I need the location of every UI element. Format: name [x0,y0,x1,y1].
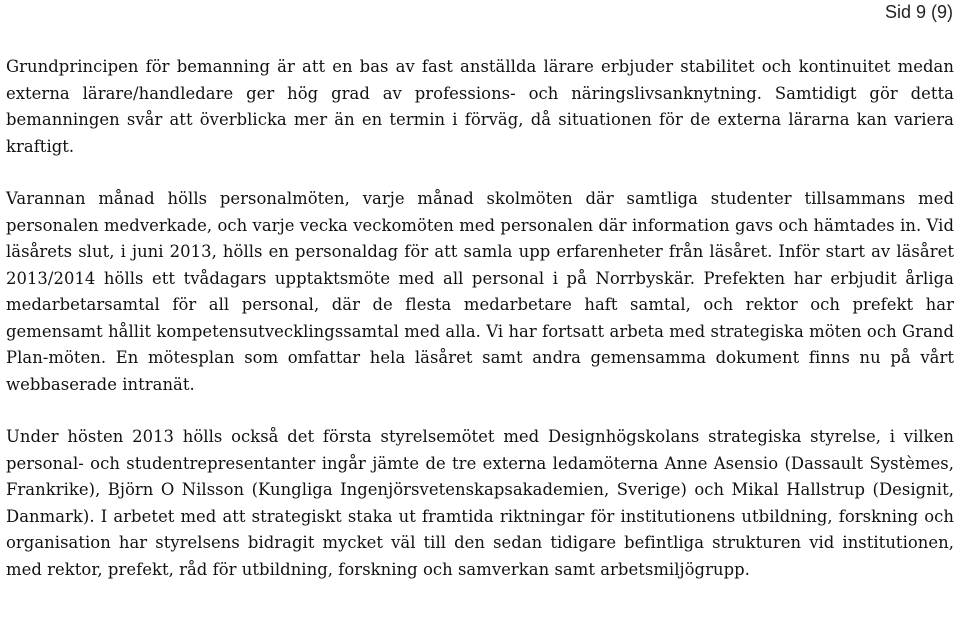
paragraph-strategic-board: Under hösten 2013 hölls också det första styrelsemötet med Designhögskolans strategiska styrelse, i vilken personal- och studentrepresentanter ingår jämte de tre externa ledamöterna Anne Asensio (Dassault Systèmes, Frankrike), Björn O Nilsson (Kungliga Ingenjörsvetenskapsakademien, Sverige) och Mikal Hallstrup (Designit, Danmark). I arbetet med att strategiskt staka ut framtida riktningar för institutionens utbildning, forskning och organisation har styrelsens bidragit mycket väl till den sedan tidigare befintliga strukturen vid institutionen, med rektor, prefekt, råd för utbildning, forskning och samverkan samt arbetsmiljögrupp. [6,427,954,579]
document-body [6,54,954,583]
paragraph-staffing-principle: Grundprincipen för bemanning är att en bas av fast anställda lärare erbjuder stabilitet och kontinuitet medan externa lärare/handledare ger hög grad av professions- och näringslivsanknytning. Samtidigt gör detta bemanningen svår att överblicka mer än en termin i förväg, då situationen för de externa lärarna kan variera kraftigt. [6,57,954,156]
page-number: Sid 9 (9) [884,2,953,22]
paragraph-staff-meetings: Varannan månad hölls personalmöten, varje månad skolmöten där samtliga studenter tillsammans med personalen medverkade, och varje vecka veckomöten med personalen där information gavs och hämtades in. Vid läsårets slut, i juni 2013, hölls en personaldag för att samla upp erfarenheter från läsåret. Inför start av läsåret 2013/2014 hölls ett tvådagars upptaktsmöte med all personal i på Norrbyskär. Prefekten har erbjudit årliga medarbetarsamtal för all personal, där de flesta medarbetare haft samtal, och rektor och prefekt har gemensamt hållit kompetensutvecklingssamtal med alla. Vi har fortsatt arbeta med strategiska möten och Grand Plan-möten. En mötesplan som omfattar hela läsåret samt andra gemensamma dokument finns nu på vårt webbaserade intranät. [6,189,954,394]
